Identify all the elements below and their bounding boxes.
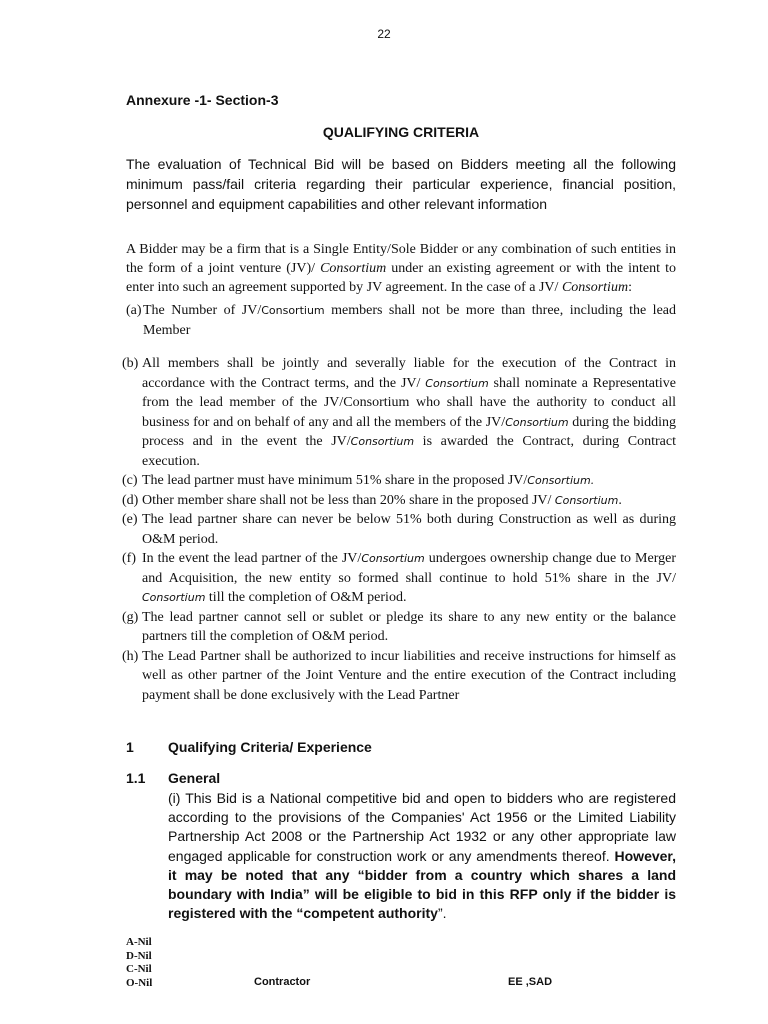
item-consortium: Consortium <box>142 591 206 604</box>
item-label: (h) <box>122 648 139 664</box>
item-consortium: Consortium. <box>527 474 595 487</box>
item-text: The lead partner share can never be below 51% both during Construction as well as during O&M period. <box>142 512 676 547</box>
item-text: shall nominate a Representative from the lead member of the JV/Consortium who shall have the authority to conduct all business for and on behalf of any and all the members of the JV/ <box>142 375 676 430</box>
footer-initials <box>126 936 152 990</box>
item-label: (f) <box>122 551 136 566</box>
item-text: All members shall be jointly and severally liable for the execution of the Contract in accordance with the Contract terms, and the JV/ <box>142 356 676 391</box>
page-number: 22 <box>377 27 391 41</box>
item-label: (c) <box>122 473 138 488</box>
item-label: (e) <box>122 512 138 527</box>
item-label: (d) <box>122 492 139 508</box>
item-text: The lead partner must have minimum 51% share in the proposed JV/ <box>142 473 528 488</box>
criteria-item-b <box>122 354 677 471</box>
item-text: till the completion of O&M period. <box>205 590 407 605</box>
item-label: (g) <box>122 609 139 625</box>
item-text: undergoes ownership change due to Merger and Acquisition, the new entity so formed shall continue to hold 51% share in the JV/ <box>142 551 676 586</box>
bidder-text-2: under an existing agreement or with the intent to enter into such an agreement supported by JV agreement. In the case of a JV/ <box>126 261 676 295</box>
item-consortium: Consortium <box>425 376 489 390</box>
criteria-item-h <box>122 647 676 706</box>
item-consortium: Consortium <box>505 415 569 429</box>
item-consortium: Consortium <box>261 304 325 317</box>
criteria-item-d <box>122 491 676 511</box>
item-text: The Lead Partner shall be authorized to incur liabilities and receive instructions for himself as well as other partner of the Joint Venture and the entire execution of the Contract including payment shall be done exclusively with the Lead Partner <box>142 648 676 703</box>
annexure-heading: Annexure -1- Section-3 <box>126 92 279 108</box>
item-label: (a) <box>126 303 142 318</box>
item-text: members shall not be more than three, including the lead Member <box>143 303 676 338</box>
general-bold-text: However, it may be noted that any “bidder from a country which shares a land boundary with India” will be eligible to bid in this RFP only if the bidder is registered with the “competent authority <box>168 847 676 922</box>
section-number: 1.1 <box>126 770 146 786</box>
footer-ee: EE ,SAD <box>508 976 553 988</box>
bidder-text-3: : <box>628 280 632 295</box>
section-number: 1 <box>126 739 134 755</box>
bidder-consortium-1: Consortium <box>320 261 387 276</box>
initial-a: A-Nil <box>126 936 152 948</box>
criteria-list <box>122 301 677 705</box>
bidder-consortium-2: Consortium <box>561 280 629 295</box>
criteria-item-f <box>122 549 676 608</box>
initial-c: C-Nil <box>126 963 152 975</box>
bidder-paragraph <box>126 240 676 297</box>
criteria-item-e <box>122 510 676 549</box>
item-text: Other member share shall not be less than 20% share in the proposed JV/ <box>142 492 555 508</box>
intro-paragraph: The evaluation of Technical Bid will be based on Bidders meeting all the following minimum pass/fail criteria regarding their particular experience, financial position, personnel and equipment capabilities and other relevant information <box>126 156 676 212</box>
item-text: The Number of JV/ <box>143 303 262 318</box>
general-text: (i) This Bid is a National competitive bid and open to bidders who are registered according to the provisions of the Companies' Act 1956 or the Limited Liability Partnership Act 2008 or the Partnership Act 1932 or any other appropriate law engaged applicable for construction work or any amendments thereof. <box>168 790 676 864</box>
item-label: (b) <box>122 356 139 371</box>
general-text-end: ”. <box>437 905 447 922</box>
item-consortium: Consortium <box>350 435 415 448</box>
section-title: Qualifying Criteria/ Experience <box>168 739 372 755</box>
item-text: during the bidding process and in the event the JV/ <box>142 414 677 449</box>
item-text: is awarded the Contract, during Contract execution. <box>142 434 676 469</box>
item-text: In the event the lead partner of the JV/ <box>142 551 362 566</box>
criteria-item-c <box>122 471 676 491</box>
initial-o: O-Nil <box>126 976 153 989</box>
section-1-1-heading <box>126 770 220 786</box>
item-consortium: Consortium <box>554 493 619 507</box>
section-title: General <box>168 770 221 786</box>
general-paragraph <box>168 789 676 923</box>
criteria-item-a <box>126 301 676 340</box>
item-consortium: Consortium <box>361 552 425 565</box>
criteria-item-g <box>122 608 676 647</box>
bidder-text-1: A Bidder may be a firm that is a Single Entity/Sole Bidder or any combination of such entities in the form of a joint venture (JV)/ <box>126 242 676 276</box>
item-text: The lead partner cannot sell or sublet or pledge its share to any new entity or the balance partners till the completion of O&M period. <box>142 609 676 644</box>
item-text: . <box>618 492 622 508</box>
page-title: QUALIFYING CRITERIA <box>322 124 480 140</box>
initial-d: D-Nil <box>126 949 152 962</box>
section-1-heading <box>126 739 372 755</box>
footer-contractor: Contractor <box>254 976 311 988</box>
